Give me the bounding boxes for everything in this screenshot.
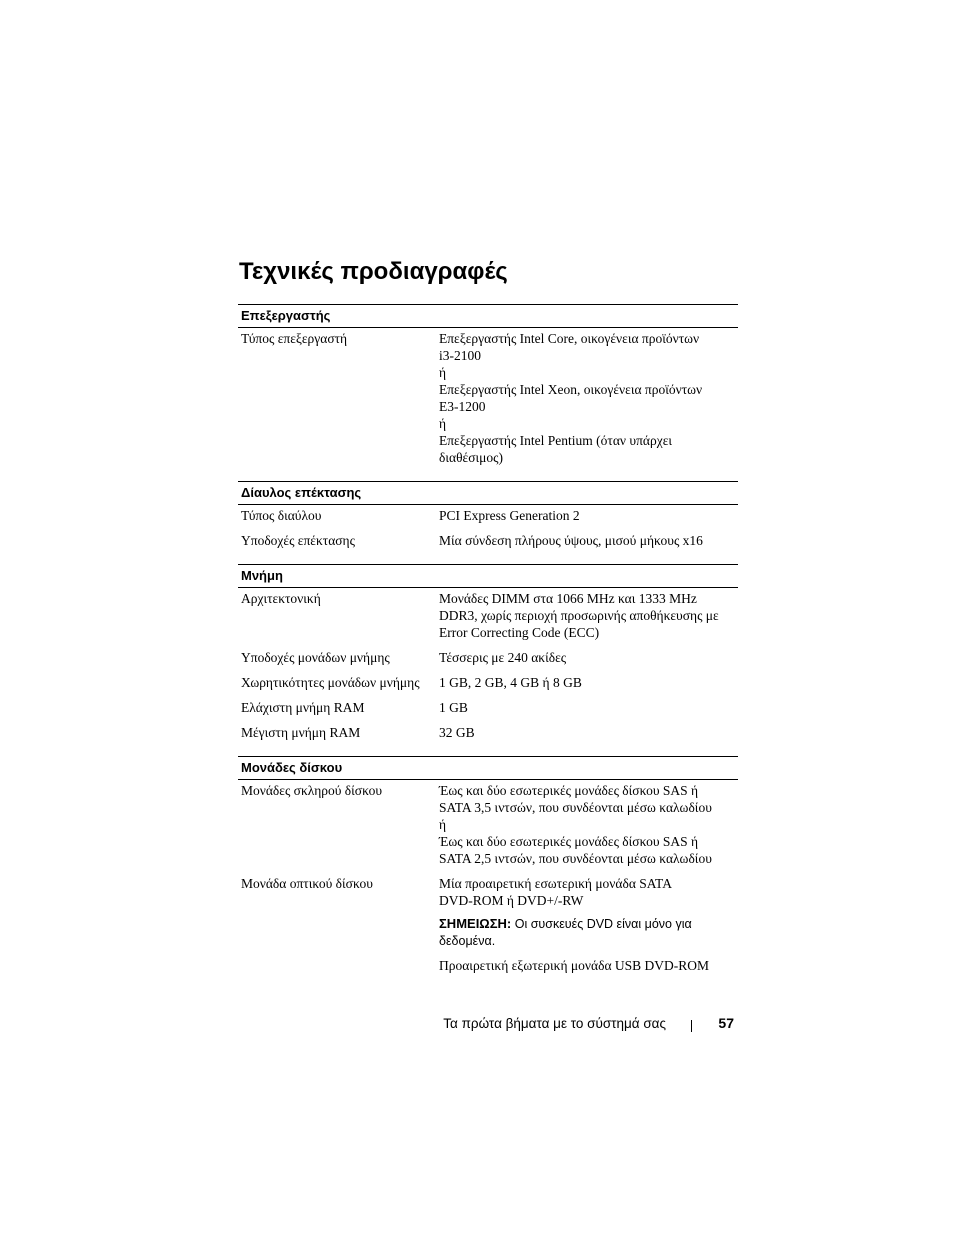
spec-value-line: ή bbox=[439, 365, 447, 380]
spec-label: Αρχιτεκτονική bbox=[241, 591, 321, 606]
section-header-memory: Μνήμη bbox=[238, 564, 738, 588]
spec-value-line: SATA 3,5 ιντσών, που συνδέονται μέσω καλωδίου bbox=[439, 800, 712, 815]
spec-value-line: SATA 2,5 ιντσών, που συνδέονται μέσω καλωδίου bbox=[439, 851, 712, 866]
spec-value-line: E3-1200 bbox=[439, 399, 486, 414]
page-title: Τεχνικές προδιαγραφές bbox=[239, 258, 508, 285]
spec-row-bus-type bbox=[238, 507, 738, 532]
section-header-processor: Επεξεργαστής bbox=[238, 304, 738, 328]
spec-value-line: 1 GB bbox=[439, 700, 468, 715]
spec-label: Τύπος επεξεργαστή bbox=[241, 331, 348, 346]
spec-row-max-ram bbox=[238, 724, 738, 749]
spec-value-line: Έως και δύο εσωτερικές μονάδες δίσκου SAS ή bbox=[439, 834, 699, 849]
spec-value-line: 32 GB bbox=[439, 725, 475, 740]
spec-value-line: ή bbox=[439, 416, 447, 431]
section-body-expansion-bus bbox=[238, 505, 738, 564]
spec-row-hard-drives bbox=[238, 782, 738, 875]
spec-row-expansion-slots bbox=[238, 532, 738, 557]
spec-row-memory-capacities bbox=[238, 674, 738, 699]
spec-label: Υποδοχές επέκτασης bbox=[241, 533, 355, 548]
spec-value-line: PCI Express Generation 2 bbox=[439, 508, 580, 523]
spec-label: Υποδοχές μονάδων μνήμης bbox=[241, 650, 390, 665]
spec-row-min-ram bbox=[238, 699, 738, 724]
spec-value-line: Τέσσερις με 240 ακίδες bbox=[439, 650, 567, 665]
section-body-processor bbox=[238, 328, 738, 481]
spec-value-line: Επεξεργαστής Intel Core, οικογένεια προϊόντων bbox=[439, 331, 700, 346]
spec-value-line: Προαιρετική εξωτερική μονάδα USB DVD-ROM bbox=[439, 958, 710, 973]
footer-title: Τα πρώτα βήματα με το σύστημά σας bbox=[443, 1016, 666, 1031]
spec-value-line: Επεξεργαστής Intel Xeon, οικογένεια προϊόντων bbox=[439, 382, 703, 397]
note-text: Οι συσκευές DVD είναι μόνο για δεδομένα. bbox=[439, 917, 692, 948]
spec-value bbox=[439, 674, 735, 691]
spec-value-line: 1 GB, 2 GB, 4 GB ή 8 GB bbox=[439, 675, 582, 690]
spec-value-line: Μονάδες DIMM στα 1066 MHz και 1333 MHz bbox=[439, 591, 697, 606]
spec-value-line: Error Correcting Code (ECC) bbox=[439, 625, 600, 640]
footer-divider bbox=[691, 1020, 692, 1032]
spec-value-line: i3-2100 bbox=[439, 348, 481, 363]
spec-value bbox=[439, 699, 735, 716]
spec-table bbox=[238, 304, 738, 989]
spec-label: Μέγιστη μνήμη RAM bbox=[241, 725, 361, 740]
spec-value bbox=[439, 532, 735, 549]
spec-value-line: DDR3, χωρίς περιοχή προσωρινής αποθήκευσης με bbox=[439, 608, 719, 623]
spec-value bbox=[439, 507, 735, 524]
spec-value bbox=[439, 875, 735, 974]
section-header-expansion-bus: Δίαυλος επέκτασης bbox=[238, 481, 738, 505]
spec-value bbox=[439, 649, 735, 666]
spec-value bbox=[439, 782, 735, 867]
spec-value-line: Μία προαιρετική εσωτερική μονάδα SATA bbox=[439, 876, 672, 891]
spec-row-memory-slots bbox=[238, 649, 738, 674]
section-body-memory bbox=[238, 588, 738, 756]
note bbox=[439, 915, 735, 950]
spec-label: Μονάδα οπτικού δίσκου bbox=[241, 876, 373, 891]
spec-label: Ελάχιστη μνήμη RAM bbox=[241, 700, 365, 715]
spec-value bbox=[439, 590, 735, 641]
spec-row-optical-drive bbox=[238, 875, 738, 982]
spec-value-line: Επεξεργαστής Intel Pentium (όταν υπάρχει bbox=[439, 433, 672, 448]
page-footer bbox=[300, 1014, 736, 1034]
spec-value-line: DVD-ROM ή DVD+/-RW bbox=[439, 893, 584, 908]
spec-label: Χωρητικότητες μονάδων μνήμης bbox=[241, 675, 420, 690]
spec-label: Τύπος διαύλου bbox=[241, 508, 322, 523]
spec-value bbox=[439, 330, 735, 466]
spec-value-line: διαθέσιμος) bbox=[439, 450, 503, 465]
page-number: 57 bbox=[718, 1015, 734, 1031]
spec-label: Μονάδες σκληρού δίσκου bbox=[241, 783, 383, 798]
note-label: ΣΗΜΕΙΩΣΗ: bbox=[439, 916, 512, 931]
spec-row-architecture bbox=[238, 590, 738, 649]
spec-value-line: Μία σύνδεση πλήρους ύψους, μισού μήκους x16 bbox=[439, 533, 703, 548]
spec-value-line: ή bbox=[439, 817, 447, 832]
section-header-drives: Μονάδες δίσκου bbox=[238, 756, 738, 780]
spec-value bbox=[439, 724, 735, 741]
spec-row-processor-type bbox=[238, 330, 738, 474]
spec-value-line: Έως και δύο εσωτερικές μονάδες δίσκου SAS ή bbox=[439, 783, 699, 798]
section-body-drives bbox=[238, 780, 738, 989]
